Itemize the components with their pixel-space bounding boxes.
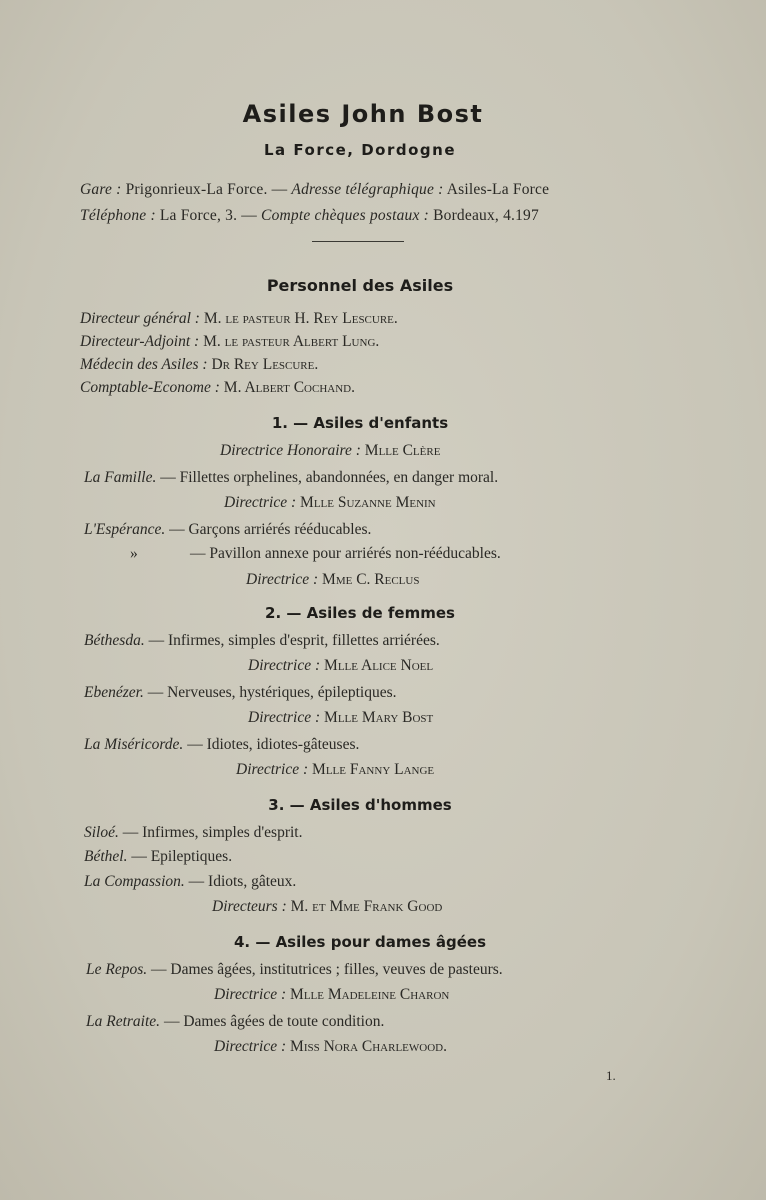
cheques-value: Bordeaux, 4.197 — [433, 207, 539, 224]
separator: — — [241, 207, 257, 224]
institution-name: L'Espérance. — [84, 521, 166, 538]
institution-description: — Epileptiques. — [131, 848, 233, 865]
institution-description: — Idiots, gâteux. — [188, 873, 297, 890]
director-name: Mlle Madeleine Charon — [290, 986, 450, 1003]
personnel-item-value: Dr Rey Lescure. — [211, 356, 319, 373]
section-4-heading: 4. — Asiles pour dames âgées — [233, 933, 486, 951]
director-name: Mlle Suzanne Menin — [300, 494, 436, 511]
director-label: Directrice : — [224, 494, 297, 511]
personnel-item-label: Médecin des Asiles : — [80, 356, 208, 373]
gare-label: Gare : — [80, 181, 122, 198]
personnel-item-label: Comptable-Econome : — [80, 379, 220, 396]
personnel-item-label: Directeur général : — [80, 310, 200, 327]
bethel-entry — [84, 848, 232, 866]
institution-description: — Dames âgées, institutrices ; filles, veuves de pasteurs. — [151, 961, 503, 978]
page-title: Asiles John Bost — [242, 100, 484, 128]
personnel-item-label: Directeur-Adjoint : — [80, 333, 200, 350]
la-famille-director — [224, 494, 436, 512]
misericorde-director — [236, 761, 434, 779]
section-3-heading: 3. — Asiles d'hommes — [268, 796, 452, 814]
hommes-directors — [212, 898, 442, 916]
personnel-item-value: M. Albert Cochand. — [223, 379, 355, 396]
director-label: Directrice Honoraire : — [220, 442, 361, 459]
institution-name: La Retraite. — [86, 1013, 161, 1030]
institution-description: — Dames âgées de toute condition. — [163, 1013, 385, 1030]
institution-name: Siloé. — [84, 824, 119, 841]
institution-description: — Infirmes, simples d'esprit. — [122, 824, 303, 841]
retraite-entry — [86, 1013, 384, 1031]
institution-description: — Fillettes orphelines, abandonnées, en danger moral. — [160, 469, 499, 486]
director-name: Mlle Alice Noel — [324, 657, 434, 674]
ditto-mark: » — [130, 545, 138, 562]
honorary-director — [220, 442, 440, 460]
director-name: Mlle Clère — [364, 442, 441, 459]
personnel-item — [80, 333, 379, 351]
esperance-entry — [84, 521, 371, 539]
info-line-1 — [80, 181, 549, 199]
director-name: Mlle Fanny Lange — [312, 761, 435, 778]
la-famille-entry — [84, 469, 498, 487]
siloe-entry — [84, 824, 302, 842]
misericorde-entry — [84, 736, 359, 754]
institution-name: Ebenézer. — [84, 684, 144, 701]
separator: — — [271, 181, 288, 198]
director-label: Directeurs : — [212, 898, 287, 915]
director-name: Miss Nora Charlewood. — [290, 1038, 447, 1055]
esperance-director — [246, 571, 419, 589]
director-label: Directrice : — [236, 761, 309, 778]
divider — [312, 241, 404, 242]
repos-director — [214, 986, 449, 1004]
director-name: Mme C. Reclus — [322, 571, 420, 588]
institution-name: La Miséricorde. — [84, 736, 184, 753]
bethesda-entry — [84, 632, 440, 650]
gare-value: Prigonrieux-La Force. — [125, 181, 268, 198]
bethesda-director — [248, 657, 433, 675]
personnel-item — [80, 356, 318, 374]
telegraph-value: Asiles-La Force — [446, 181, 550, 198]
institution-description: — Infirmes, simples d'esprit, fillettes arriérées. — [148, 632, 440, 649]
director-label: Directrice : — [214, 1038, 287, 1055]
institution-name: La Famille. — [84, 469, 157, 486]
institution-description: — Idiotes, idiotes-gâteuses. — [187, 736, 360, 753]
section-2-heading: 2. — Asiles de femmes — [265, 604, 455, 622]
director-label: Directrice : — [248, 709, 321, 726]
page-number: 1. — [606, 1068, 616, 1083]
cheques-label: Compte chèques postaux : — [261, 207, 429, 224]
pavillon-description: — Pavillon annexe pour arriérés non-rééducables. — [190, 545, 501, 562]
institution-description: — Garçons arriérés rééducables. — [169, 521, 372, 538]
personnel-item-value: M. le pasteur H. Rey Lescure. — [203, 310, 398, 327]
ebenezer-entry — [84, 684, 397, 702]
repos-entry — [86, 961, 503, 979]
retraite-director — [214, 1038, 447, 1056]
page-subtitle: La Force, Dordogne — [263, 141, 456, 159]
director-label: Directrice : — [214, 986, 287, 1003]
personnel-item — [80, 379, 355, 397]
phone-label: Téléphone : — [80, 207, 156, 224]
info-line-2 — [80, 207, 539, 225]
director-label: Directrice : — [246, 571, 319, 588]
institution-name: Le Repos. — [86, 961, 148, 978]
director-name: M. et Mme Frank Good — [290, 898, 443, 915]
personnel-heading: Personnel des Asiles — [266, 276, 454, 295]
ebenezer-director — [248, 709, 433, 727]
phone-value: La Force, 3. — [159, 207, 238, 224]
institution-name: Béthesda. — [84, 632, 145, 649]
institution-name: La Compassion. — [84, 873, 185, 890]
compassion-entry — [84, 873, 296, 891]
section-1-heading: 1. — Asiles d'enfants — [271, 414, 449, 432]
personnel-item — [80, 310, 398, 328]
institution-name: Béthel. — [84, 848, 128, 865]
director-label: Directrice : — [248, 657, 321, 674]
institution-description: — Nerveuses, hystériques, épileptiques. — [147, 684, 397, 701]
director-name: Mlle Mary Bost — [324, 709, 434, 726]
personnel-item-value: M. le pasteur Albert Lung. — [203, 333, 380, 350]
telegraph-label: Adresse télégraphique : — [291, 181, 444, 198]
